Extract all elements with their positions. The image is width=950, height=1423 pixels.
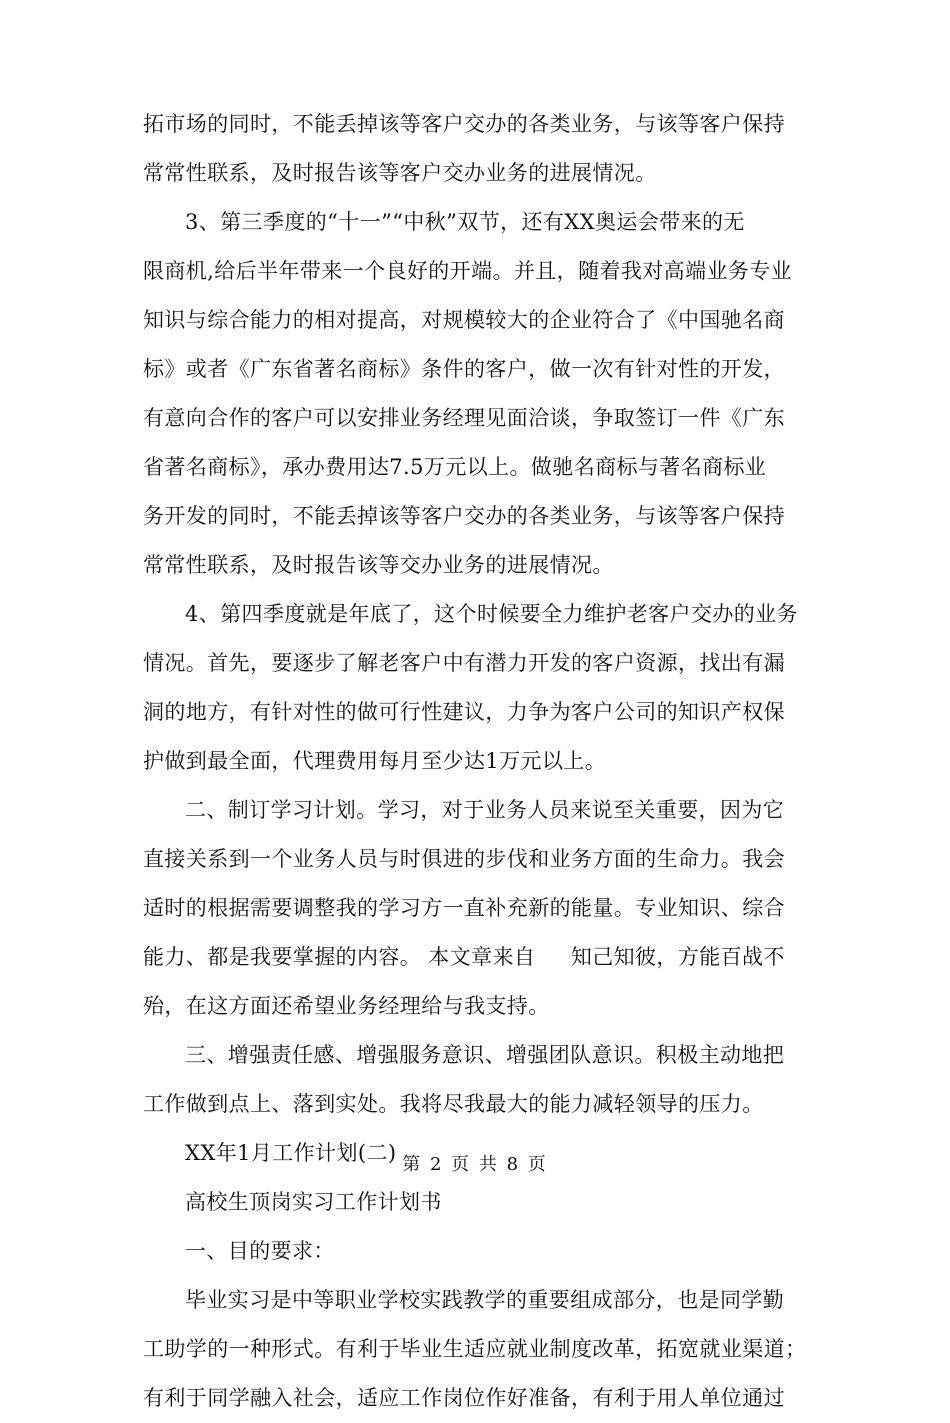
text-line-27: 有利于同学融入社会，适应工作岗位作好准备，有利于用人单位通过 (143, 1386, 785, 1410)
text-line-18: 能力、都是我要掌握的内容。 本文章来自 知己知彼，方能百战不 (143, 945, 785, 969)
text-line-14: 护做到最全面，代理费用每月至少达1万元以上。 (143, 749, 607, 773)
text-line-7: 有意向合作的客户可以安排业务经理见面洽谈，争取签订一件《广东 (143, 406, 785, 430)
text-line-25: 毕业实习是中等职业学校实践教学的重要组成部分，也是同学勤 (185, 1288, 785, 1312)
text-line-9: 务开发的同时，不能丢掉该等客户交办的各类业务，与该等客户保持 (143, 504, 785, 528)
text-line-16: 直接关系到一个业务人员与时俱进的步伐和业务方面的生命力。我会 (143, 847, 785, 871)
body-text (143, 100, 813, 1423)
page-footer: 第 2 页 共 8 页 (402, 1154, 548, 1175)
heading-purpose: 一、目的要求： (185, 1239, 335, 1263)
text-line-21: 工作做到点上、落到实处。我将尽我最大的能力减轻领导的压力。 (143, 1092, 764, 1116)
subsection-title: 高校生顶岗实习工作计划书 (185, 1190, 442, 1214)
text-line-20: 三、增强责任感、增强服务意识、增强团队意识。积极主动地把 (185, 1043, 785, 1067)
text-line-26: 工助学的一种形式。有利于毕业生适应就业制度改革，拓宽就业渠道； (143, 1337, 807, 1361)
text-line-2: 常常性联系，及时报告该等客户交办业务的进展情况。 (143, 161, 657, 185)
text-line-15: 二、制订学习计划。学习，对于业务人员来说至关重要，因为它 (185, 798, 785, 822)
text-line-13: 洞的地方，有针对性的做可行性建议，力争为客户公司的知识产权保 (143, 700, 785, 724)
section-title: XX年1月工作计划(二) (185, 1141, 397, 1165)
text-line-5: 知识与综合能力的相对提高，对规模较大的企业符合了《中国驰名商 (143, 308, 785, 332)
text-line-10: 常常性联系，及时报告该等交办业务的进展情况。 (143, 553, 614, 577)
text-line-11: 4、第四季度就是年底了，这个时候要全力维护老客户交办的业务 (185, 602, 798, 626)
text-line-6: 标》或者《广东省著名商标》条件的客户，做一次有针对性的开发， (143, 357, 785, 381)
text-line-19: 殆，在这方面还希望业务经理给与我支持。 (143, 994, 550, 1018)
text-line-8: 省著名商标》，承办费用达7.5万元以上。做驰名商标与著名商标业 (143, 455, 767, 479)
text-line-17: 适时的根据需要调整我的学习方一直补充新的能量。专业知识、综合 (143, 896, 785, 920)
text-line-3: 3、第三季度的“十一”“中秋”双节，还有XX奥运会带来的无 (185, 210, 745, 234)
text-line-12: 情况。首先，要逐步了解老客户中有潜力开发的客户资源，找出有漏 (143, 651, 785, 675)
text-line-1: 拓市场的同时，不能丢掉该等客户交办的各类业务，与该等客户保持 (143, 112, 785, 136)
text-line-4: 限商机,给后半年带来一个良好的开端。并且，随着我对高端业务专业 (143, 259, 793, 283)
